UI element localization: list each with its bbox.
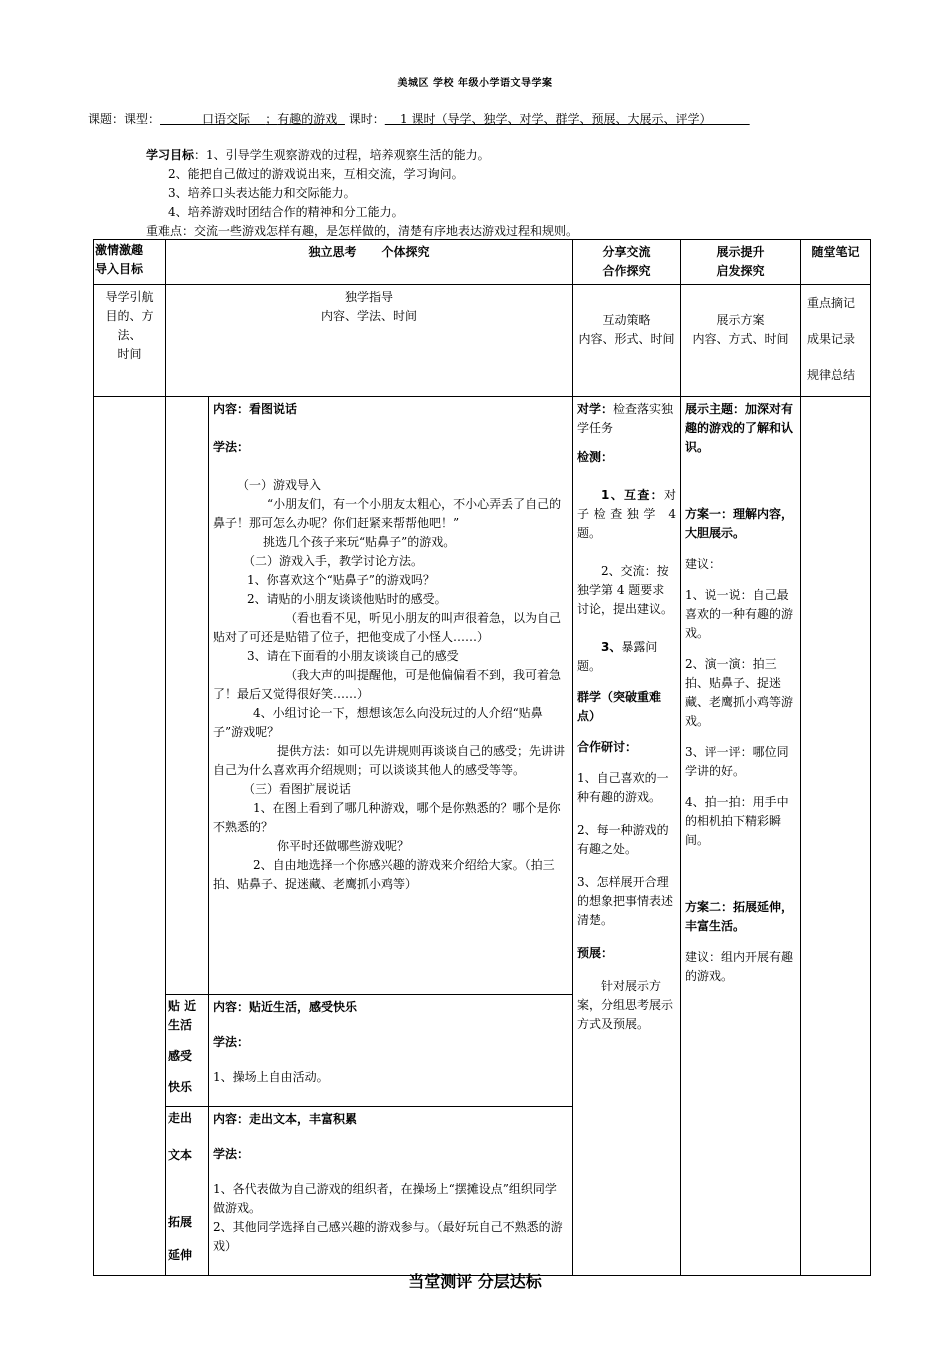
sec1-content: 内容：看图说话 学法： （一）游戏导入 “小朋友们，有一个小朋友太粗心，不小心弄丢了自己的鼻子！那可怎么办呢？你们赶紧来帮帮他吧！” 挑选几个孩子来玩“贴鼻子”的游戏。 （二）游戏入手，教学讨论方法。 1、你喜欢这个“贴鼻子”的游戏吗？ 2、请贴的小朋友谈谈他贴时的感受。 （看也看不见，听见小朋友的叫声很着急，以为自己贴对了可还是贴错了位子，把他变成了小怪人……） 3、请在下面看的小朋友谈谈自己的感受 （我大声的叫提醒他，可是他偏偏看不到，我可着急了！最后又觉得很好笑……） 4、小组讨论一下，想想该怎么向没玩过的人介绍“贴鼻子”游戏呢？ 提供方法：如可以先讲规则再谈谈自己的感受；先讲讲自己为什么喜欢再介绍规则；可以谈谈其他人的感受等等。 （三）看图扩展说话 1、在图上看到了哪几种游戏，哪个是你熟悉的？哪个是你不熟悉的？ 你平时还做哪些游戏呢？ 2、自由地选择一个你感兴趣的游戏来介绍给大家。（拍三拍、贴鼻子、捉迷藏、老鹰抓小鸡等） (209, 397, 573, 995)
sec3-label: 走出 文本 拓展 延伸 (166, 1107, 209, 1276)
course-topic: 有趣的游戏 (277, 112, 338, 126)
key-difficult: 重难点：交流一些游戏怎样有趣，是怎样做的，清楚有序地表达游戏过程和规则。 (146, 224, 579, 238)
learning-goals (146, 146, 490, 222)
header-row (94, 240, 871, 285)
subheader-col3: 互动策略 内容、形式、时间 (573, 285, 681, 397)
page-title: 美城区 学校 年级小学语文导学案 (397, 78, 553, 89)
course-sep: ； (265, 112, 278, 126)
section1-row (94, 397, 871, 995)
header-col4: 展示提升 启发探究 (681, 240, 801, 285)
course-line (88, 110, 750, 127)
header-col3: 分享交流 合作探究 (573, 240, 681, 285)
subheader-row (94, 285, 871, 397)
course-type-underline (160, 112, 345, 126)
goal-item: 4、培养游戏时团结合作的精神和分工能力。 (168, 205, 404, 219)
subheader-col1: 导学引航 目的、方法、 时间 (94, 285, 166, 397)
col5-notes (801, 397, 871, 1276)
goal-item: ：1、引导学生观察游戏的过程，培养观察生活的能力。 (194, 148, 490, 162)
col1-empty (94, 397, 166, 1276)
guide-table (93, 239, 871, 1276)
header-col2: 独立思考 个体探究 (166, 240, 573, 285)
sec1-label (166, 397, 209, 995)
header-col5: 随堂笔记 (801, 240, 871, 285)
header-col1: 激情激趣 导入目标 (94, 240, 166, 285)
course-hours-underline (385, 112, 750, 126)
col3-cell: 对学：检查落实独学任务 检测： 1、互查：对子检查独学 4 题。 2、交流：按独学第 4 题要求讨论，提出建议。 3、暴露问题。 群学（突破重难点） 合作研讨： 1、自己喜欢的一种有趣的游戏。 2、每一种游戏的有趣之处。 3、怎样展开合理的想象把事情表述清楚。 预展： 针对展示方案，分组思考展示方式及预展。 (573, 397, 681, 1276)
goal-item: 2、能把自己做过的游戏说出来，互相交流，学习询问。 (168, 167, 464, 181)
sec3-content: 内容：走出文本，丰富积累 学法： 1、各代表做为自己游戏的组织者，在操场上“摆摊设点”组织同学做游戏。 2、其他同学选择自己感兴趣的游戏参与。（最好玩自己不熟悉的游戏） (209, 1107, 573, 1276)
subheader-col5: 重点摘记 成果记录 规律总结 (801, 285, 871, 397)
sec2-content: 内容：贴近生活，感受快乐 学法： 1、操场上自由活动。 (209, 995, 573, 1107)
sec2-label: 贴 近 生活 感受 快乐 (166, 995, 209, 1107)
footer-heading: 当堂测评 分层达标 (408, 1272, 542, 1291)
goal-item: 3、培养口头表达能力和交际能力。 (168, 186, 356, 200)
course-type: 口语交际 (201, 112, 250, 126)
subheader-col2: 独学指导 内容、学法、时间 (166, 285, 573, 397)
col4-cell: 展示主题：加深对有趣的游戏的了解和认识。 方案一：理解内容，大胆展示。 建议： 1、说一说：自己最喜欢的一种有趣的游戏。 2、演一演：拍三拍、贴鼻子、捉迷藏、老鹰抓小鸡等游戏。 3、评一评：哪位同学讲的好。 4、拍一拍：用手中的相机拍下精彩瞬间。 方案二：拓展延伸，丰富生活。 建议：组内开展有趣的游戏。 (681, 397, 801, 1276)
course-hours: 1 课时（导学、独学、对学、群学、预展、大展示、评学） (400, 112, 712, 126)
goals-label: 学习目标 (146, 148, 195, 162)
course-prefix: 课题：课型： (88, 112, 161, 126)
course-hours-label: 课时： (348, 112, 385, 126)
subheader-col4: 展示方案 内容、方式、时间 (681, 285, 801, 397)
